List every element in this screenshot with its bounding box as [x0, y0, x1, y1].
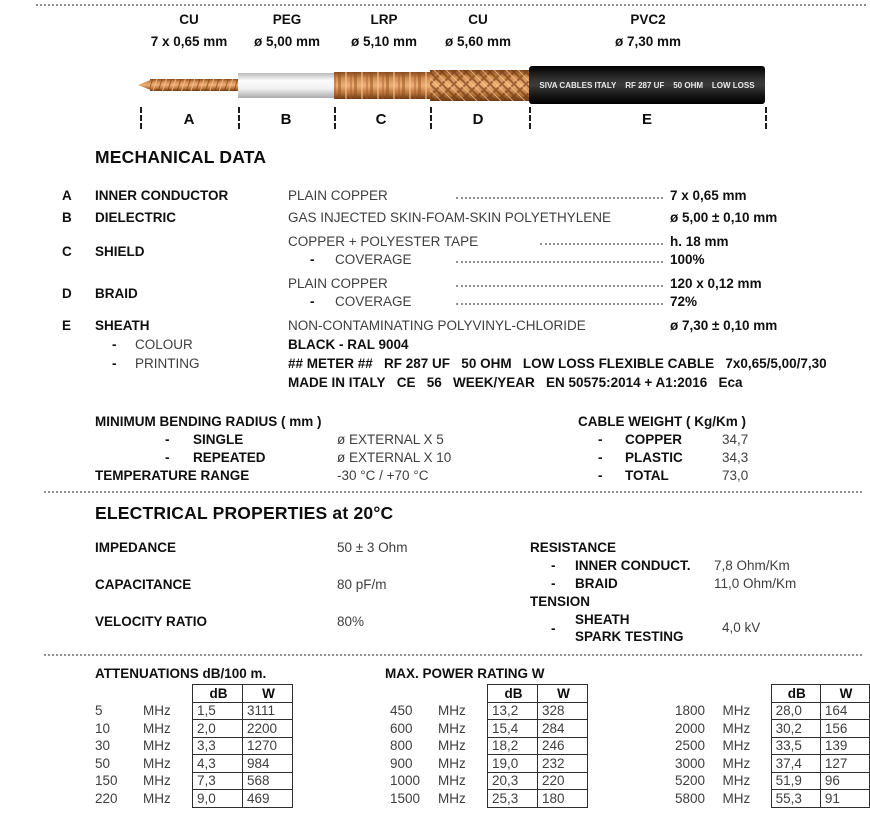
weight-copper-value: 34,7	[722, 432, 749, 447]
db-cell: 19,0	[488, 755, 538, 773]
spark-testing-label-line1: SHEATH	[575, 612, 630, 627]
layer-material-c: LRP	[370, 12, 398, 27]
w-header: W	[820, 685, 869, 703]
table-row	[390, 772, 588, 790]
temperature-range-label: TEMPERATURE RANGE	[95, 468, 250, 483]
section-letter-c: C	[375, 111, 387, 128]
max-power-rating-title: MAX. POWER RATING W	[385, 666, 545, 681]
db-cell: 7,3	[193, 772, 243, 790]
colour-value: BLACK - RAL 9004	[288, 337, 409, 352]
row-c-desc: COPPER + POLYESTER TAPE	[288, 234, 479, 249]
db-cell: 51,9	[771, 772, 820, 790]
db-cell: 3,3	[193, 737, 243, 755]
layer-size-a: 7 x 0,65 mm	[150, 34, 228, 49]
freq-cell: 600	[390, 720, 413, 736]
row-d-label: BRAID	[95, 286, 138, 301]
leader-dots	[456, 285, 663, 287]
section-tick	[238, 107, 240, 129]
table-row	[675, 737, 870, 755]
w-cell: 1270	[243, 737, 293, 755]
w-cell: 246	[538, 737, 588, 755]
bullet-dash: -	[551, 558, 556, 573]
bullet-dash: -	[310, 252, 315, 267]
w-cell: 3111	[243, 702, 293, 720]
table-row	[675, 755, 870, 773]
layer-material-a: CU	[179, 12, 199, 27]
table-header-row	[390, 685, 588, 703]
inner-conduct-value: 7,8 Ohm/Km	[714, 558, 790, 573]
unit-cell: MHz	[143, 720, 171, 736]
table-row	[390, 755, 588, 773]
row-a-value: 7 x 0,65 mm	[670, 188, 747, 203]
section-letter-e: E	[641, 111, 653, 128]
colour-label: COLOUR	[135, 337, 193, 352]
table-row	[390, 702, 588, 720]
velocity-ratio-label: VELOCITY RATIO	[95, 614, 208, 629]
bullet-dash: -	[310, 294, 315, 309]
row-b-letter: B	[62, 210, 72, 225]
db-cell: 9,0	[193, 790, 243, 808]
bullet-dash: -	[598, 450, 603, 465]
electrical-properties-title: ELECTRICAL PROPERTIES at 20°C	[95, 503, 394, 523]
w-cell: 284	[538, 720, 588, 738]
layer-size-c: ø 5,10 mm	[350, 34, 418, 49]
bullet-dash: -	[165, 432, 170, 447]
freq-cell: 30	[95, 738, 111, 754]
db-cell: 28,0	[771, 702, 820, 720]
freq-cell: 1500	[390, 790, 421, 806]
row-d-value: 120 x 0,12 mm	[670, 276, 762, 291]
attenuations-title: ATTENUATIONS dB/100 m.	[95, 666, 267, 681]
db-cell: 1,5	[193, 702, 243, 720]
layer-braid	[430, 70, 531, 101]
weight-total-value: 73,0	[722, 468, 749, 483]
top-divider	[36, 4, 866, 6]
row-d-sub-value: 72%	[670, 294, 698, 309]
weight-copper-label: COPPER	[625, 432, 683, 447]
attenuation-table-1	[95, 684, 293, 808]
table-row	[95, 720, 293, 738]
unit-cell: MHz	[722, 703, 751, 719]
bullet-dash: -	[598, 432, 603, 447]
table-row	[95, 755, 293, 773]
unit-cell: MHz	[438, 738, 466, 754]
layer-shield	[334, 72, 432, 99]
w-cell: 96	[820, 772, 869, 790]
attenuation-table-2	[390, 684, 588, 808]
section-letter-b: B	[280, 111, 292, 128]
velocity-ratio-value: 80%	[337, 614, 365, 629]
row-c-sub-label: COVERAGE	[335, 252, 412, 267]
spark-testing-value: 4,0 kV	[722, 620, 761, 635]
unit-cell: MHz	[143, 790, 171, 806]
freq-cell: 150	[95, 773, 118, 789]
db-header: dB	[193, 685, 243, 703]
braid-resistance-label: BRAID	[575, 576, 618, 591]
unit-cell: MHz	[438, 720, 466, 736]
db-cell: 13,2	[488, 702, 538, 720]
bullet-dash: -	[112, 337, 117, 352]
bending-repeated-value: ø EXTERNAL X 10	[337, 450, 452, 465]
row-d-sub-label: COVERAGE	[335, 294, 412, 309]
freq-cell: 220	[95, 790, 118, 806]
layer-size-e: ø 7,30 mm	[614, 34, 682, 49]
bullet-dash: -	[112, 356, 117, 371]
unit-cell: MHz	[722, 738, 751, 754]
resistance-title: RESISTANCE	[530, 540, 617, 555]
layer-material-e: PVC2	[630, 12, 666, 27]
w-cell: 2200	[243, 720, 293, 738]
unit-cell: MHz	[438, 773, 466, 789]
layer-size-d: ø 5,60 mm	[444, 34, 512, 49]
freq-cell: 1000	[390, 773, 421, 789]
mechanical-data-title: MECHANICAL DATA	[95, 147, 267, 167]
w-header: W	[243, 685, 293, 703]
layer-material-b: PEG	[272, 12, 302, 27]
table-row	[675, 790, 870, 808]
bullet-dash: -	[551, 576, 556, 591]
row-e-letter: E	[62, 318, 72, 333]
db-cell: 18,2	[488, 737, 538, 755]
row-c-sub-value: 100%	[670, 252, 705, 267]
row-b-label: DIELECTRIC	[95, 210, 176, 225]
row-b-value: ø 5,00 ± 0,10 mm	[670, 210, 778, 225]
w-cell: 127	[820, 755, 869, 773]
bullet-dash: -	[551, 621, 556, 636]
section-tick	[334, 107, 336, 129]
unit-cell: MHz	[722, 773, 751, 789]
section-tick	[765, 107, 767, 129]
layer-material-d: CU	[468, 12, 488, 27]
row-c-value: h. 18 mm	[670, 234, 729, 249]
row-d-desc: PLAIN COPPER	[288, 276, 388, 291]
weight-plastic-label: PLASTIC	[625, 450, 683, 465]
freq-cell: 3000	[675, 755, 706, 771]
bending-radius-title: MINIMUM BENDING RADIUS ( mm )	[95, 414, 322, 429]
db-cell: 33,5	[771, 737, 820, 755]
unit-cell: MHz	[722, 755, 751, 771]
row-c-letter: C	[62, 244, 72, 259]
section-letter-d: D	[472, 111, 484, 128]
db-header: dB	[771, 685, 820, 703]
w-cell: 91	[820, 790, 869, 808]
freq-cell: 5	[95, 703, 103, 719]
weight-total-label: TOTAL	[625, 468, 669, 483]
w-cell: 156	[820, 720, 869, 738]
table-row	[675, 720, 870, 738]
row-a-desc: PLAIN COPPER	[288, 188, 388, 203]
section-letter-a: A	[183, 111, 195, 128]
w-cell: 984	[243, 755, 293, 773]
impedance-value: 50 ± 3 Ohm	[337, 540, 408, 555]
bending-single-value: ø EXTERNAL X 5	[337, 432, 444, 447]
freq-cell: 5800	[675, 790, 706, 806]
table-row	[675, 772, 870, 790]
db-cell: 30,2	[771, 720, 820, 738]
db-cell: 4,3	[193, 755, 243, 773]
leader-dots	[456, 197, 663, 199]
table-row	[390, 790, 588, 808]
freq-cell: 2000	[675, 720, 706, 736]
layer-sheath	[529, 66, 765, 104]
w-cell: 568	[243, 772, 293, 790]
layer-dielectric	[238, 73, 336, 98]
w-cell: 220	[538, 772, 588, 790]
section-tick	[430, 107, 432, 129]
db-cell: 37,4	[771, 755, 820, 773]
row-e-desc: NON-CONTAMINATING POLYVINYL-CHLORIDE	[288, 318, 586, 333]
bullet-dash: -	[598, 468, 603, 483]
db-cell: 20,3	[488, 772, 538, 790]
capacitance-value: 80 pF/m	[337, 577, 387, 592]
table-header-row	[95, 685, 293, 703]
db-cell: 55,3	[771, 790, 820, 808]
unit-cell: MHz	[722, 720, 751, 736]
table-row	[95, 702, 293, 720]
attenuation-table-3	[675, 684, 870, 808]
tension-title: TENSION	[530, 594, 591, 609]
db-cell: 15,4	[488, 720, 538, 738]
leader-dots	[540, 243, 663, 245]
freq-cell: 2500	[675, 738, 706, 754]
freq-cell: 800	[390, 738, 413, 754]
unit-cell: MHz	[438, 790, 466, 806]
temperature-range-value: -30 °C / +70 °C	[337, 468, 429, 483]
bullet-dash: -	[165, 450, 170, 465]
row-a-label: INNER CONDUCTOR	[95, 188, 229, 203]
row-d-letter: D	[62, 286, 72, 301]
w-cell: 180	[538, 790, 588, 808]
w-header: W	[538, 685, 588, 703]
cable-weight-title: CABLE WEIGHT ( Kg/Km )	[578, 414, 746, 429]
w-cell: 232	[538, 755, 588, 773]
row-b-desc: GAS INJECTED SKIN-FOAM-SKIN POLYETHYLENE	[288, 210, 612, 225]
freq-cell: 50	[95, 755, 111, 771]
table-header-row	[675, 685, 870, 703]
db-header: dB	[488, 685, 538, 703]
printing-label: PRINTING	[135, 356, 200, 371]
table-row	[95, 772, 293, 790]
printing-line1: ## METER ## RF 287 UF 50 OHM LOW LOSS FLEXIBLE CABLE 7x0,65/5,00/7,30	[288, 356, 827, 371]
cable-cross-section-image	[130, 60, 775, 110]
table-row	[390, 720, 588, 738]
freq-cell: 10	[95, 720, 111, 736]
unit-cell: MHz	[143, 738, 171, 754]
unit-cell: MHz	[722, 790, 751, 806]
freq-cell: 1800	[675, 703, 706, 719]
unit-cell: MHz	[143, 773, 171, 789]
table-row	[95, 790, 293, 808]
row-e-value: ø 7,30 ± 0,10 mm	[670, 318, 778, 333]
table-row	[95, 737, 293, 755]
printing-line2: MADE IN ITALY CE 56 WEEK/YEAR EN 50575:2014 + A1:2016 Eca	[288, 375, 743, 390]
spark-testing-label-line2: SPARK TESTING	[575, 629, 684, 644]
section-divider	[44, 654, 862, 656]
impedance-label: IMPEDANCE	[95, 540, 177, 555]
section-divider	[44, 491, 862, 493]
layer-size-b: ø 5,00 mm	[253, 34, 321, 49]
row-a-letter: A	[62, 188, 72, 203]
layer-inner-conductor	[138, 79, 246, 91]
w-cell: 139	[820, 737, 869, 755]
w-cell: 164	[820, 702, 869, 720]
row-e-label: SHEATH	[95, 318, 150, 333]
w-cell: 469	[243, 790, 293, 808]
capacitance-label: CAPACITANCE	[95, 577, 192, 592]
db-cell: 2,0	[193, 720, 243, 738]
table-row	[675, 702, 870, 720]
table-row	[390, 737, 588, 755]
freq-cell: 5200	[675, 773, 706, 789]
section-tick	[529, 107, 531, 129]
w-cell: 328	[538, 702, 588, 720]
row-c-label: SHIELD	[95, 244, 145, 259]
inner-conduct-label: INNER CONDUCT.	[575, 558, 691, 573]
unit-cell: MHz	[143, 755, 171, 771]
braid-resistance-value: 11,0 Ohm/Km	[714, 576, 797, 591]
db-cell: 25,3	[488, 790, 538, 808]
section-tick	[140, 107, 142, 129]
weight-plastic-value: 34,3	[722, 450, 749, 465]
leader-dots	[456, 261, 663, 263]
bending-repeated-label: REPEATED	[193, 450, 266, 465]
bending-single-label: SINGLE	[193, 432, 244, 447]
unit-cell: MHz	[438, 703, 466, 719]
freq-cell: 900	[390, 755, 413, 771]
sheath-print-text: SIVA CABLES ITALY RF 287 UF 50 OHM LOW LOSS	[539, 81, 755, 90]
unit-cell: MHz	[438, 755, 466, 771]
leader-dots	[456, 303, 663, 305]
freq-cell: 450	[390, 703, 413, 719]
unit-cell: MHz	[143, 703, 171, 719]
